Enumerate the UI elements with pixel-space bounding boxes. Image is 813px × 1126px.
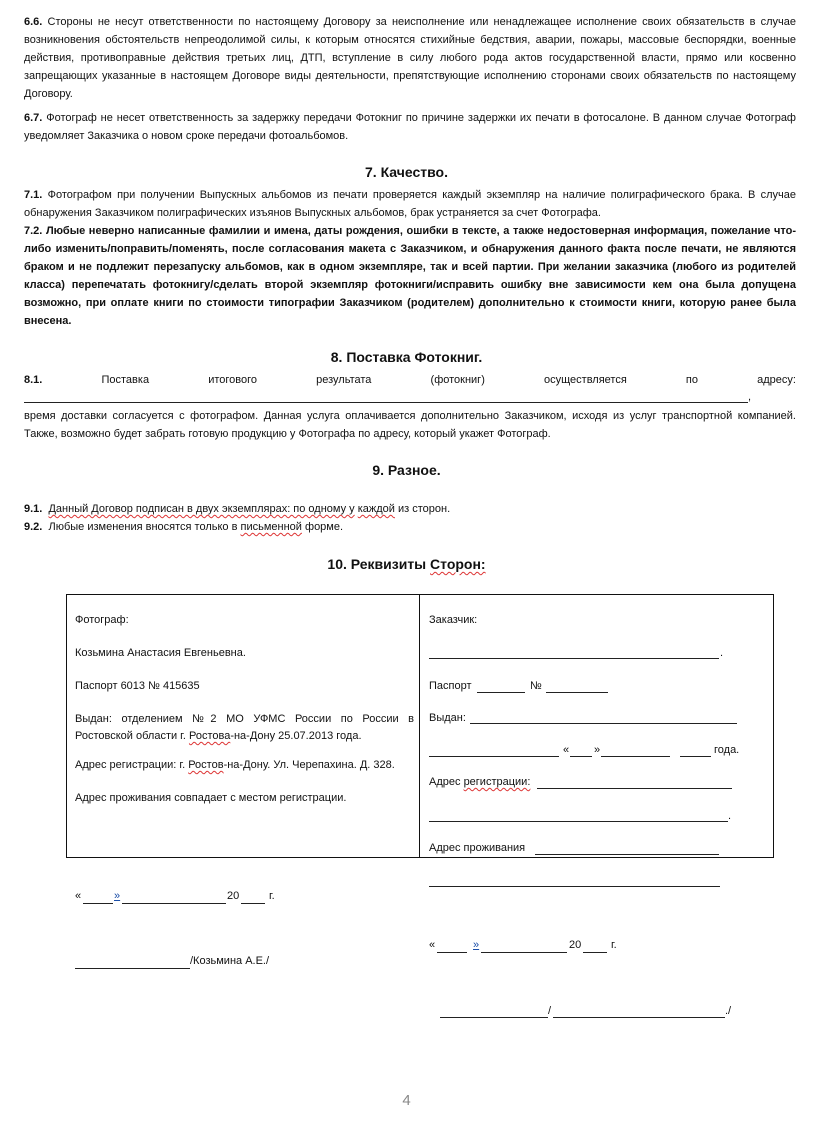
photographer-residence: Адрес проживания совпадает с местом регистрации.: [75, 792, 347, 804]
customer-residence-line[interactable]: [535, 854, 719, 855]
customer-date-year-blank[interactable]: [583, 952, 607, 953]
photographer-passport: Паспорт 6013 № 415635: [75, 680, 200, 692]
section-7-heading: 7. Качество.: [365, 164, 448, 180]
customer-issued-year-blank[interactable]: [680, 756, 711, 757]
customer-label: Заказчик:: [429, 614, 478, 626]
section-10-heading: 10. Реквизиты Сторон:: [327, 556, 486, 572]
photographer-signature-name: /Козьмина А.Е./: [190, 955, 270, 967]
page-number: 4: [402, 1092, 411, 1109]
clause-6-7: 6.7. Фотограф не несет ответственность за задержку передачи Фотокниг по причине задержки их печати в фотосалоне. В данном случае Фотограф уведомляет Заказчика о новом сроке передачи фотоальбомов.: [24, 112, 796, 142]
photographer-date-month-blank[interactable]: [122, 903, 226, 904]
customer-issued-line-2[interactable]: [429, 756, 559, 757]
customer-passport-number-blank[interactable]: [546, 692, 608, 693]
photographer-date-year-blank[interactable]: [241, 903, 265, 904]
photographer-label: Фотограф:: [75, 614, 129, 626]
section-9-heading: 9. Разное.: [372, 462, 441, 478]
clause-8-1-rest: время доставки согласуется с фотографом. Данная услуга оплачивается дополнительно Заказчиком, исходя из услуг транспортной компанией. Также, возможно будет забрать готовую продукцию у Фотографа по адресу, который укажет Фотограф.: [24, 410, 796, 440]
customer-registration-line[interactable]: [537, 788, 732, 789]
customer-registration-label: Адрес регистрации:: [429, 776, 531, 788]
clause-6-6: 6.6. Стороны не несут ответственности по настоящему Договору за неисполнение или ненадлежащее исполнение своих обязательств в случае возникновения обстоятельств непреодолимой силы, к которым относятся стихийные бедствия, аварии, пожары, массовые беспорядки, военные действия, противоправные действия третьих лиц, ДТП, вступление в силу любого рода актов государственной власти, прямо или косвенно запрещающих указанные в настоящем Договоре виды деятельности, препятствующие исполнению сторонами своих обязательств по настоящему Договору.: [24, 16, 796, 100]
customer-signature-line[interactable]: [440, 1017, 548, 1018]
customer-signature-name-line[interactable]: [553, 1017, 725, 1018]
customer-date-month-blank[interactable]: [481, 952, 567, 953]
customer-registration-line-2[interactable]: [429, 821, 728, 822]
customer-residence-label: Адрес проживания: [429, 842, 526, 854]
customer-issued-month-blank[interactable]: [601, 756, 670, 757]
photographer-name: Козьмина Анастасия Евгеньевна.: [75, 647, 246, 659]
photographer-issued: Выдан: отделением №2 МО УФМС России по России в Ростовской области г. Ростова-на-Дону 25.07.2013 года.: [75, 713, 414, 742]
address-blank-line[interactable]: [24, 402, 748, 403]
clause-7-2: 7.2. Любые неверно написанные фамилии и имена, даты рождения, ошибки в тексте, а также недостоверная информация, пожелание что-либо изменить/поправить/поменять, после согласования макета с Заказчиком, и обнаружения данного факта после печати, не являются браком и не подлежит перезапуску альбомов, как в одном экземпляре, так и всей партии. При желании заказчика (любого из родителей класса) перепечатать фотокнигу/сделать второй экземпляр фотокниги/исправить ошибку вне зависимости кем она была допущена возможно, при оплате книги по стоимости типографии Заказчиком (родителем) дополнительно к стоимости книги, которую ранее была внесена.: [24, 225, 796, 327]
customer-name-line[interactable]: [429, 658, 719, 659]
customer-issued-line[interactable]: [470, 723, 737, 724]
photographer-registration: Адрес регистрации: г. Ростов-на-Дону. Ул. Черепахина. Д. 328.: [75, 759, 395, 771]
customer-residence-line-2[interactable]: [429, 886, 720, 887]
clause-9-1: 9.1. Данный Договор подписан в двух экземплярах: по одному у каждой из сторон.: [24, 503, 451, 515]
section-8-heading: 8. Поставка Фотокниг.: [330, 349, 483, 365]
customer-issued-day-blank[interactable]: [570, 756, 592, 757]
photographer-signature-line[interactable]: [75, 968, 190, 969]
requisites-table-divider: [419, 594, 420, 858]
clause-7-1: 7.1. Фотографом при получении Выпускных альбомов из печати проверяется каждый экземпляр на наличие полиграфического брака. В случае обнаружения Заказчиком полиграфических изъянов Выпускных альбомов, брак устраняется за счет Фотографа.: [24, 189, 796, 219]
clause-8-1-first-line: 8.1. Поставка итогового результата (фотокниг) осуществляется по адресу:: [24, 374, 796, 386]
photographer-date-day-blank[interactable]: [83, 903, 113, 904]
clause-9-2: 9.2. Любые изменения вносятся только в письменной форме.: [24, 521, 344, 533]
customer-date-day-blank[interactable]: [437, 952, 467, 953]
customer-passport-series-blank[interactable]: [477, 692, 525, 693]
document-page: 6.6. Стороны не несут ответственности по настоящему Договору за неисполнение или ненадлежащее исполнение своих обязательств в случае возникновения обстоятельств непреодолимой силы, к которым относятся стихийные бедствия, аварии, пожары, массовые беспорядки, военные действия, противоправные действия третьих лиц, ДТП, вступление в силу любого рода актов государственной власти, прямо или косвенно запрещающих указанные в настоящем Договоре виды деятельности, препятствующие исполнению сторонами своих обязательств по настоящему Договору. 6.7. Фотограф не несет ответственность за задержку передачи Фотокниг по причине задержки их печати в фотосалоне. В данном случае Фотограф уведомляет Заказчика о новом сроке передачи фотоальбомов. 7. Качество. 7.1. Фотографом при получении Выпускных альбомов из печати проверяется каждый экземпляр на наличие полиграфического брака. В случае обнаружения Заказчиком полиграфических изъянов Выпускных альбомов, брак устраняется за счет Фотографа. 7.2. Любые неверно написанные фамилии и имена, даты рождения, ошибки в тексте, а также недостоверная информация, пожелание что-либо изменить/поправить/поменять, после согласования макета с Заказчиком, и обнаружения данного факта после печати, не являются браком и не подлежит перезапуску альбомов, как в одном экземпляре, так и всей партии. При желании заказчика (любого из родителей класса) перепечатать фотокнигу/сделать второй экземпляр фотокниги/исправить ошибку вне зависимости кем она была допущена возможно, при оплате книги по стоимости типографии Заказчиком (родителем) дополнительно к стоимости книги, которую ранее была внесена. 8. Поставка Фотокниг. 8.1. Поставка итогового результата (фотокниг) осуществляется по адресу: , время доставки согласуется с фотографом. Данная услуга оплачивается дополнительно Заказчиком, исходя из услуг транспортной компанией. Также, возможно будет забрать готовую продукцию у Фотографа по адресу, который укажет Фотограф. 9. Разное. 9.1. Данный Договор подписан в двух экземплярах: по одному у каждой из сторон. 9.2. Любые изменения вносятся только в письменной форме. 10. Реквизиты Сторон: Фотограф: Козьмина Анастасия Евгеньевна. Паспорт 6013 № 415635 Выдан: отделением №2 МО УФМС России по России в Ростовской области г. Ростова-на-Дону 25.07.2013 года. Адрес регистрации: г. Ростов-на-Дону. Ул. Черепахина. Д. 328. Адрес проживания совпадает с местом регистрации. « » 20 г. /Козьмина А.Е./ Заказчик: . Паспорт № Выдан: « » года. Адрес регистрации: . Адрес проживания « » 20 г. / ./ 4: [0, 0, 813, 1126]
